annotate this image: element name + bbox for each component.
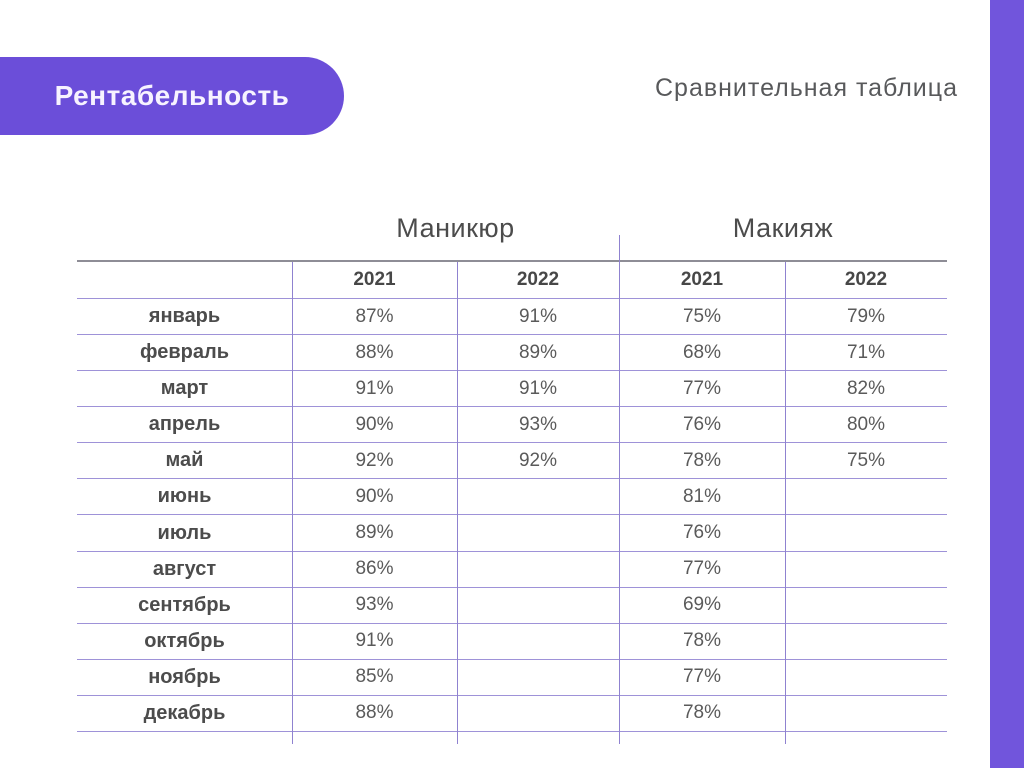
value-cell xyxy=(457,552,619,587)
table-row xyxy=(77,660,947,696)
year-header: 2021 xyxy=(680,269,724,290)
slide-subtitle: Сравнительная таблица xyxy=(654,74,958,102)
value-cell: 78% xyxy=(682,449,722,471)
value-cell xyxy=(785,588,947,623)
month-cell: январь xyxy=(148,305,221,328)
value-cell: 91% xyxy=(355,377,394,399)
table-row xyxy=(77,299,947,335)
table-header-row xyxy=(77,262,947,299)
table-row xyxy=(77,696,947,732)
value-cell xyxy=(457,479,619,514)
value-cell xyxy=(785,552,947,587)
group-header-makeup: Макияж xyxy=(732,213,834,243)
value-cell: 91% xyxy=(518,377,558,399)
table-row xyxy=(77,624,947,660)
value-cell: 77% xyxy=(682,377,722,399)
table-row xyxy=(77,443,947,479)
value-cell: 80% xyxy=(846,413,886,435)
value-cell xyxy=(785,624,947,659)
value-cell xyxy=(457,660,619,695)
value-cell: 77% xyxy=(682,666,722,688)
value-cell xyxy=(457,515,619,550)
month-cell: декабрь xyxy=(143,701,226,724)
month-cell: июль xyxy=(157,521,212,544)
value-cell: 92% xyxy=(518,449,558,471)
table-row xyxy=(77,407,947,443)
group-divider xyxy=(619,235,620,744)
value-cell xyxy=(457,588,619,623)
table-row xyxy=(77,552,947,588)
month-cell: май xyxy=(165,449,204,472)
month-cell: август xyxy=(152,557,217,580)
year-header: 2021 xyxy=(353,269,396,290)
value-cell xyxy=(785,660,947,695)
value-cell: 93% xyxy=(518,413,558,435)
value-cell: 90% xyxy=(355,413,394,435)
column-divider xyxy=(457,262,458,744)
value-cell: 81% xyxy=(682,485,722,507)
column-divider xyxy=(785,262,786,744)
value-cell xyxy=(785,479,947,514)
value-cell: 75% xyxy=(846,449,886,471)
month-cell: сентябрь xyxy=(138,593,231,616)
table-row xyxy=(77,588,947,624)
table-row xyxy=(77,479,947,515)
value-cell: 75% xyxy=(682,305,722,327)
value-cell xyxy=(457,696,619,731)
table-row xyxy=(77,515,947,551)
value-cell: 89% xyxy=(355,522,394,543)
value-cell: 69% xyxy=(682,594,722,616)
right-accent-bar xyxy=(990,0,1024,768)
value-cell: 88% xyxy=(355,341,394,363)
title-badge-label: Рентабельность xyxy=(54,80,290,111)
value-cell: 90% xyxy=(355,485,394,507)
value-cell xyxy=(785,696,947,731)
value-cell: 86% xyxy=(355,558,394,580)
value-cell: 92% xyxy=(355,449,394,471)
month-cell: ноябрь xyxy=(148,665,221,688)
comparison-table xyxy=(77,260,947,732)
month-cell: июнь xyxy=(157,485,212,508)
year-header: 2022 xyxy=(516,269,560,290)
value-cell: 76% xyxy=(682,522,722,543)
value-cell: 93% xyxy=(355,594,394,616)
group-header-manicure: Маникюр xyxy=(396,213,515,243)
value-cell: 82% xyxy=(846,377,886,399)
value-cell: 87% xyxy=(355,305,394,327)
value-cell: 71% xyxy=(846,341,886,363)
value-cell: 88% xyxy=(355,702,394,724)
month-cell: апрель xyxy=(148,413,221,436)
month-cell: февраль xyxy=(140,341,229,364)
value-cell: 89% xyxy=(518,341,558,363)
value-cell: 78% xyxy=(682,702,722,724)
year-header: 2022 xyxy=(844,269,888,290)
column-divider xyxy=(292,262,293,744)
month-cell: октябрь xyxy=(144,629,225,652)
corner-cell xyxy=(77,262,292,298)
value-cell: 85% xyxy=(355,666,394,688)
value-cell: 76% xyxy=(682,413,722,435)
table-row xyxy=(77,335,947,371)
value-cell xyxy=(785,515,947,550)
value-cell: 79% xyxy=(846,305,886,327)
value-cell: 91% xyxy=(355,630,394,652)
value-cell: 68% xyxy=(682,341,722,363)
title-badge xyxy=(0,57,344,135)
month-cell: март xyxy=(160,377,209,400)
value-cell: 78% xyxy=(682,630,722,652)
value-cell xyxy=(457,624,619,659)
value-cell: 91% xyxy=(518,305,558,327)
table-row xyxy=(77,371,947,407)
value-cell: 77% xyxy=(682,558,722,580)
